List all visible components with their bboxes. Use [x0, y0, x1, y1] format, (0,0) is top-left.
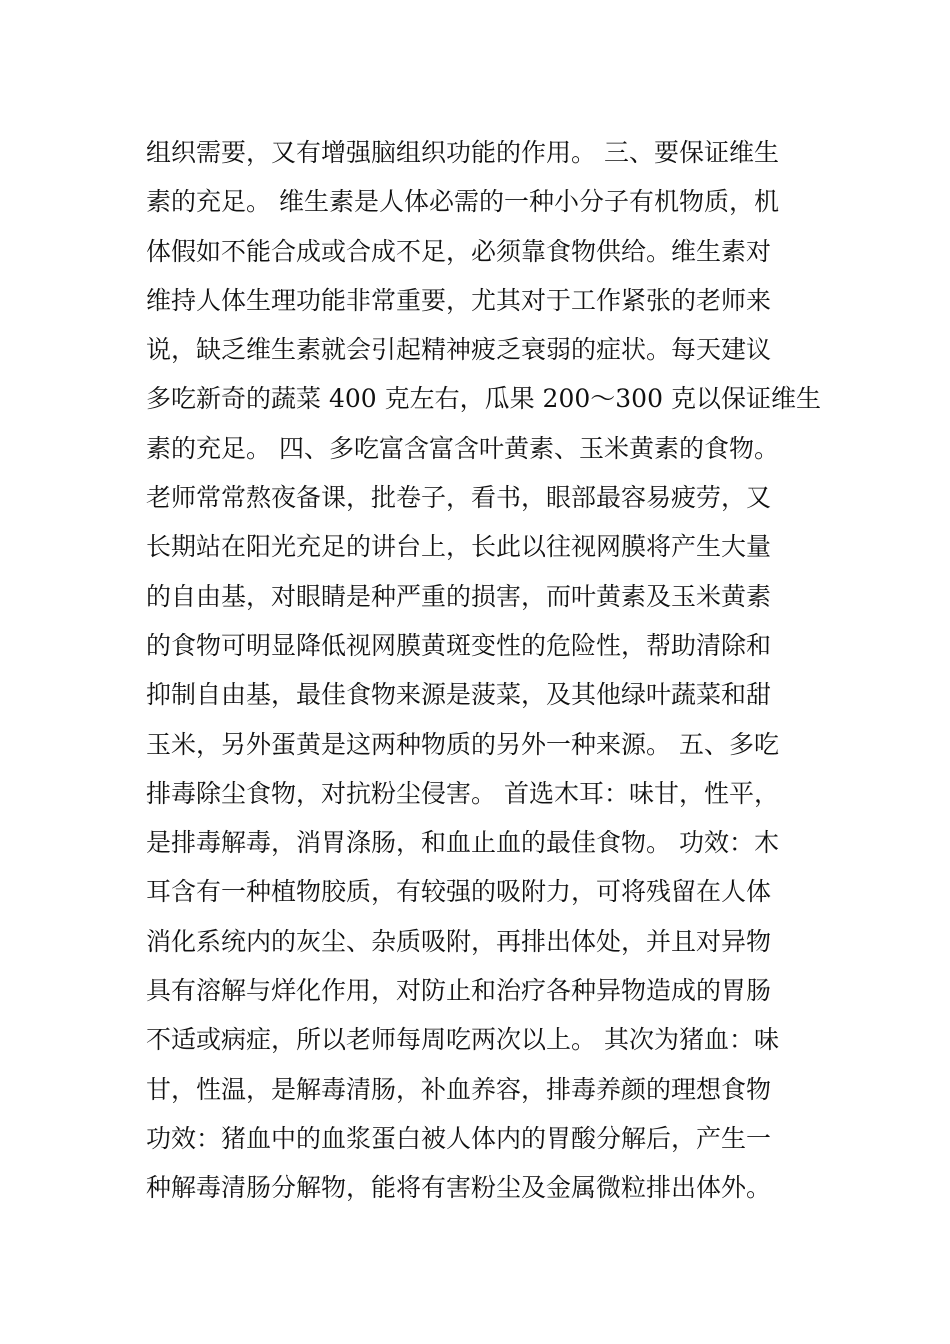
- text-line: 玉米，另外蛋黄是这两种物质的另外一种来源。 五、多吃: [146, 729, 779, 759]
- text-line: 素的充足。 维生素是人体必需的一种小分子有机物质，机: [146, 187, 779, 217]
- text-line: 消化系统内的灰尘、杂质吸附，再排出体处，并且对异物: [146, 926, 772, 956]
- body-text: [146, 128, 821, 1213]
- text-line: 说，缺乏维生素就会引起精神疲乏衰弱的症状。每天建议: [146, 335, 772, 365]
- text-line: 功效：猪血中的血浆蛋白被人体内的胃酸分解后，产生一: [146, 1123, 772, 1153]
- text-line: 多吃新奇的蔬菜 400 克左右，瓜果 200～300 克以保证维生: [146, 384, 821, 414]
- text-line: 甘，性温，是解毒清肠，补血养容，排毒养颜的理想食物: [146, 1074, 772, 1104]
- text-line: 长期站在阳光充足的讲台上，长此以往视网膜将产生大量: [146, 532, 772, 562]
- text-line: 抑制自由基，最佳食物来源是菠菜，及其他绿叶蔬菜和甜: [146, 680, 772, 710]
- text-line: 老师常常熬夜备课，批卷子，看书，眼部最容易疲劳，又: [146, 483, 772, 513]
- text-line: 具有溶解与烊化作用，对防止和治疗各种异物造成的胃肠: [146, 976, 772, 1006]
- text-line: 的食物可明显降低视网膜黄斑变性的危险性，帮助清除和: [146, 630, 772, 660]
- text-line: 是排毒解毒，消胃涤肠，和血止血的最佳食物。 功效：木: [146, 828, 779, 858]
- text-line: 不适或病症，所以老师每周吃两次以上。 其次为猪血：味: [146, 1025, 779, 1055]
- text-line: 耳含有一种植物胶质，有较强的吸附力，可将残留在人体: [146, 877, 772, 907]
- text-line: 体假如不能合成或合成不足，必须靠食物供给。维生素对: [146, 236, 772, 266]
- text-line: 的自由基，对眼睛是种严重的损害，而叶黄素及玉米黄素: [146, 581, 772, 611]
- text-line: 素的充足。 四、多吃富含富含叶黄素、玉米黄素的食物。: [146, 433, 779, 463]
- text-line: 排毒除尘食物，对抗粉尘侵害。 首选木耳：味甘，性平，: [146, 778, 779, 808]
- text-line: 组织需要，又有增强脑组织功能的作用。 三、要保证维生: [146, 138, 779, 167]
- text-line: 维持人体生理功能非常重要，尤其对于工作紧张的老师来: [146, 285, 772, 315]
- text-line: 种解毒清肠分解物，能将有害粉尘及金属微粒排出体外。: [146, 1173, 772, 1203]
